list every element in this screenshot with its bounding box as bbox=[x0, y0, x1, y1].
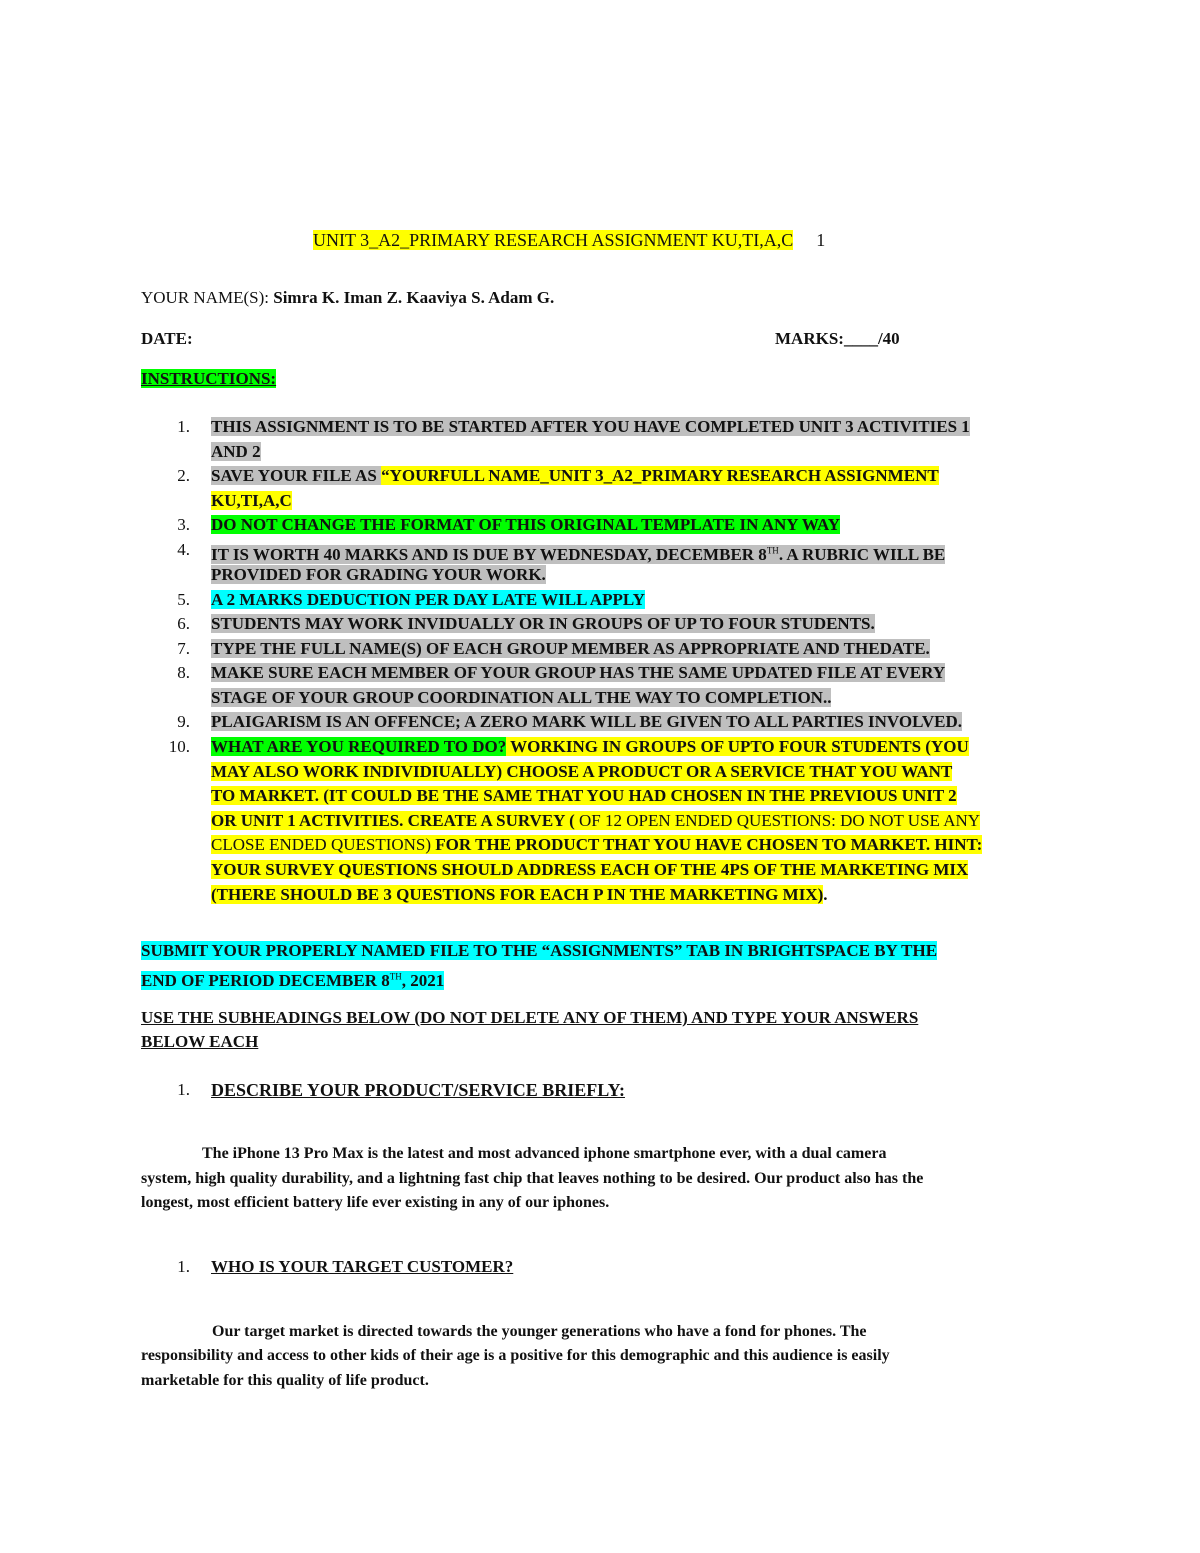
list-number: 1. bbox=[177, 417, 190, 436]
answer-paragraph: responsibility and access to other kids of their age is a positive for this demographic and this audience is easily bbox=[141, 1347, 890, 1364]
answer-paragraph: The iPhone 13 Pro Max is the latest and most advanced iphone smartphone ever, with a dual camera bbox=[202, 1145, 887, 1162]
instruction-item-10-cont bbox=[211, 785, 957, 807]
subheadings-note-cont: BELOW EACH bbox=[141, 1032, 259, 1051]
instruction-text: IT IS WORTH 40 MARKS AND IS DUE BY WEDNESDAY, DECEMBER 8 bbox=[211, 544, 767, 564]
filename-text: “YOURFULL NAME_UNIT 3_A2_PRIMARY RESEARCH ASSIGNMENT bbox=[381, 466, 939, 485]
submit-note-cont bbox=[141, 965, 444, 992]
instruction-text: A 2 MARKS DEDUCTION PER DAY LATE WILL APPLY bbox=[211, 590, 645, 609]
list-number: 4. bbox=[177, 540, 190, 559]
instruction-item-10-cont bbox=[211, 810, 980, 832]
instruction-item-9 bbox=[211, 711, 962, 733]
instruction-item-1 bbox=[211, 416, 970, 438]
section-heading-target: WHO IS YOUR TARGET CUSTOMER? bbox=[211, 1257, 514, 1276]
instruction-item-10-cont bbox=[211, 859, 968, 881]
instruction-item-4-cont bbox=[211, 564, 546, 586]
instruction-item-7 bbox=[211, 638, 930, 660]
instruction-text: STUDENTS MAY WORK INVIDUALLY OR IN GROUPS OF UP TO FOUR STUDENTS. bbox=[211, 614, 875, 633]
instruction-item-6 bbox=[211, 613, 875, 635]
submit-text: END OF PERIOD DECEMBER 8 bbox=[141, 970, 390, 990]
instruction-item-5 bbox=[211, 589, 645, 611]
instruction-text: AND 2 bbox=[211, 442, 261, 461]
instruction-text: . bbox=[823, 885, 828, 904]
instruction-text: PLAIGARISM IS AN OFFENCE; A ZERO MARK WILL BE GIVEN TO ALL PARTIES INVOLVED. bbox=[211, 712, 963, 731]
instruction-item-10-cont bbox=[211, 884, 828, 906]
answer-paragraph: longest, most efficient battery life ever existing in any of our iphones. bbox=[141, 1194, 610, 1211]
names-label: YOUR NAME(S): bbox=[141, 288, 269, 307]
instruction-item-10-cont bbox=[211, 761, 952, 783]
instruction-text: TO MARKET. (IT COULD BE THE SAME THAT YOU HAD CHOSEN IN THE PREVIOUS UNIT 2 bbox=[211, 786, 957, 805]
instruction-item-3 bbox=[211, 514, 840, 536]
instruction-text: SAVE YOUR FILE AS bbox=[211, 466, 382, 485]
document-title-row bbox=[313, 229, 825, 251]
instruction-item-2 bbox=[211, 465, 939, 487]
instruction-item-10-cont bbox=[211, 834, 982, 856]
date-label: DATE: bbox=[141, 329, 193, 348]
page-number: 1 bbox=[816, 230, 826, 250]
instruction-item-2-cont bbox=[211, 490, 292, 512]
list-number: 6. bbox=[177, 614, 190, 633]
submit-text: , 2021 bbox=[401, 970, 445, 990]
instructions-heading-text: INSTRUCTIONS: bbox=[141, 369, 277, 388]
instruction-text: OF 12 OPEN ENDED QUESTIONS: DO NOT USE ANY bbox=[574, 811, 981, 830]
instruction-item-8 bbox=[211, 662, 945, 684]
instruction-text: YOUR SURVEY QUESTIONS SHOULD ADDRESS EACH OF THE 4PS OF THE MARKETING MIX bbox=[211, 860, 969, 879]
names-row bbox=[141, 287, 554, 309]
instruction-item-1-cont bbox=[211, 441, 261, 463]
instructions-heading bbox=[141, 368, 276, 390]
submit-text: SUBMIT YOUR PROPERLY NAMED FILE TO THE “ASSIGNMENTS” TAB IN BRIGHTSPACE BY THE bbox=[141, 941, 938, 960]
marks-label: MARKS:____/40 bbox=[775, 329, 900, 348]
instruction-text: DO NOT CHANGE THE FORMAT OF THIS ORIGINAL TEMPLATE IN ANY WAY bbox=[211, 515, 840, 534]
list-number: 10. bbox=[168, 737, 190, 756]
instruction-text: FOR THE PRODUCT THAT YOU HAVE CHOSEN TO MARKET. HINT: bbox=[431, 835, 983, 854]
submit-note bbox=[141, 940, 937, 962]
instruction-text: MAY ALSO WORK INDIVIDIUALLY) CHOOSE A PRODUCT OR A SERVICE THAT YOU WANT bbox=[211, 762, 953, 781]
instruction-text: MAKE SURE EACH MEMBER OF YOUR GROUP HAS THE SAME UPDATED FILE AT EVERY bbox=[211, 663, 946, 682]
list-number: 1. bbox=[177, 1080, 190, 1099]
superscript: TH bbox=[389, 971, 402, 981]
superscript: TH bbox=[766, 545, 779, 555]
instruction-text: STAGE OF YOUR GROUP COORDINATION ALL THE WAY TO COMPLETION.. bbox=[211, 688, 832, 707]
instruction-text: (THERE SHOULD BE 3 QUESTIONS FOR EACH P IN THE MARKETING MIX) bbox=[211, 885, 824, 904]
list-number: 2. bbox=[177, 466, 190, 485]
section-heading-product: DESCRIBE YOUR PRODUCT/SERVICE BRIEFLY: bbox=[211, 1080, 625, 1100]
instruction-text: THIS ASSIGNMENT IS TO BE STARTED AFTER YOU HAVE COMPLETED UNIT 3 ACTIVITIES 1 bbox=[211, 417, 970, 436]
instruction-text: CLOSE ENDED QUESTIONS) bbox=[211, 835, 432, 854]
instruction-item-10 bbox=[211, 736, 969, 758]
names-value: Simra K. Iman Z. Kaaviya S. Adam G. bbox=[273, 288, 555, 307]
list-number: 9. bbox=[177, 712, 190, 731]
document-title: UNIT 3_A2_PRIMARY RESEARCH ASSIGNMENT KU,TI,A,C bbox=[313, 230, 794, 250]
list-number: 5. bbox=[177, 590, 190, 609]
instruction-text: TYPE THE FULL NAME(S) OF EACH GROUP MEMBER AS APPROPRIATE AND THEDATE. bbox=[211, 639, 930, 658]
answer-paragraph: system, high quality durability, and a lightning fast chip that leaves nothing to be desired. Our product also has the bbox=[141, 1170, 924, 1187]
list-number: 7. bbox=[177, 639, 190, 658]
answer-paragraph: marketable for this quality of life product. bbox=[141, 1372, 429, 1389]
instruction-text: PROVIDED FOR GRADING YOUR WORK. bbox=[211, 565, 546, 584]
instruction-item-4 bbox=[211, 539, 945, 566]
instruction-text: . A RUBRIC WILL BE bbox=[778, 544, 946, 564]
answer-paragraph: Our target market is directed towards the younger generations who have a fond for phones. The bbox=[212, 1323, 867, 1340]
list-number: 3. bbox=[177, 515, 190, 534]
list-number: 8. bbox=[177, 663, 190, 682]
subheadings-note: USE THE SUBHEADINGS BELOW (DO NOT DELETE ANY OF THEM) AND TYPE YOUR ANSWERS bbox=[141, 1008, 919, 1027]
instruction-item-8-cont bbox=[211, 687, 831, 709]
instruction-question: WHAT ARE YOU REQUIRED TO DO? bbox=[211, 737, 507, 756]
list-number: 1. bbox=[177, 1257, 190, 1276]
instruction-text: OR UNIT 1 ACTIVITIES. CREATE A SURVEY ( bbox=[211, 811, 575, 830]
filename-text: KU,TI,A,C bbox=[211, 491, 292, 510]
instruction-text: WORKING IN GROUPS OF UPTO FOUR STUDENTS (YOU bbox=[506, 737, 969, 756]
